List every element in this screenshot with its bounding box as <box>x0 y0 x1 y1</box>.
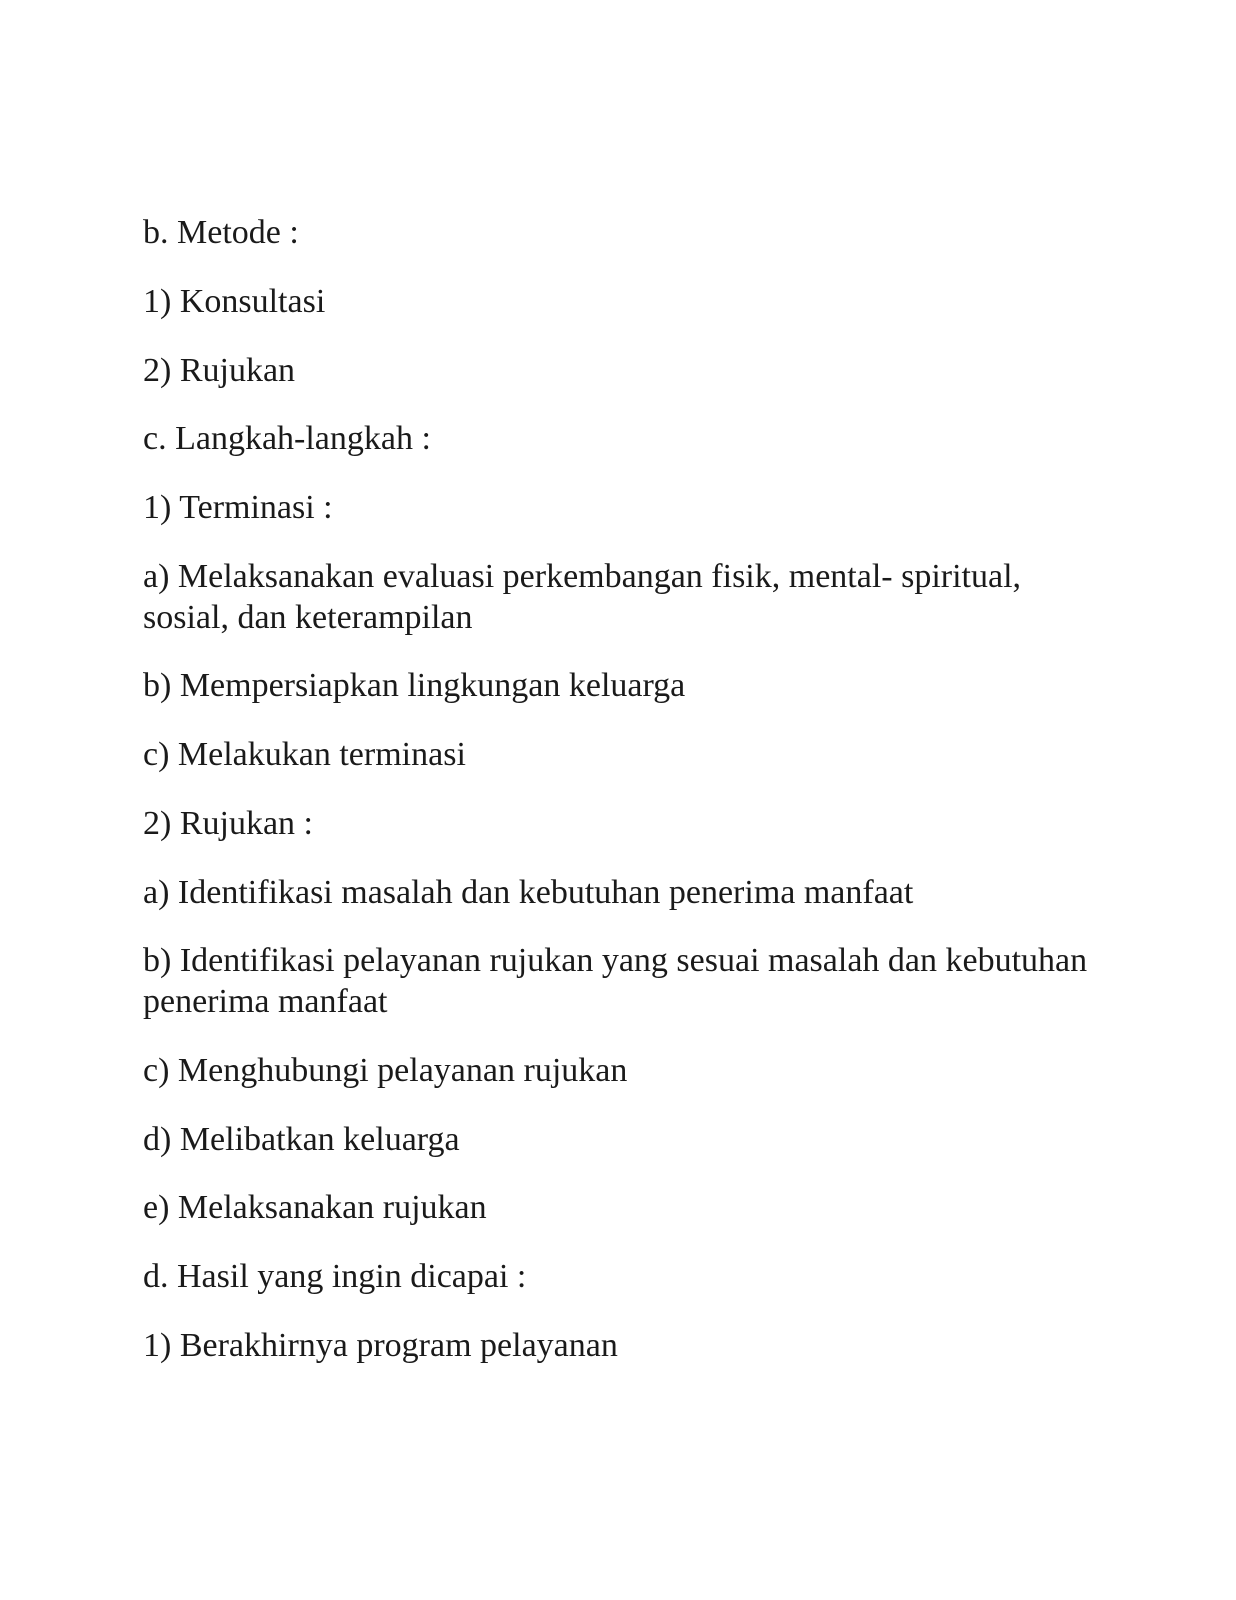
list-item: e) Melaksanakan rujukan <box>143 1189 487 1226</box>
list-item: a) Identifikasi masalah dan kebutuhan penerima manfaat <box>143 874 914 911</box>
list-item: a) Melaksanakan evaluasi perkembangan fisik, mental- spiritual, sosial, dan keterampilan <box>143 558 1022 636</box>
list-item: 1) Konsultasi <box>143 283 326 320</box>
section-d-heading: d. Hasil yang ingin dicapai : <box>143 1258 527 1295</box>
list-item: 2) Rujukan : <box>143 805 313 842</box>
list-item: 1) Terminasi : <box>143 489 333 526</box>
list-item: b) Identifikasi pelayanan rujukan yang sesuai masalah dan kebutuhan penerima manfaat <box>143 942 1088 1020</box>
list-item: c) Menghubungi pelayanan rujukan <box>143 1052 628 1089</box>
list-item: 1) Berakhirnya program pelayanan <box>143 1327 618 1364</box>
list-item: 2) Rujukan <box>143 352 296 389</box>
list-item: c) Melakukan terminasi <box>143 736 466 773</box>
section-c-heading: c. Langkah-langkah : <box>143 420 431 457</box>
section-b-heading: b. Metode : <box>143 214 299 251</box>
list-item: d) Melibatkan keluarga <box>143 1121 460 1158</box>
list-item: b) Mempersiapkan lingkungan keluarga <box>143 667 686 704</box>
